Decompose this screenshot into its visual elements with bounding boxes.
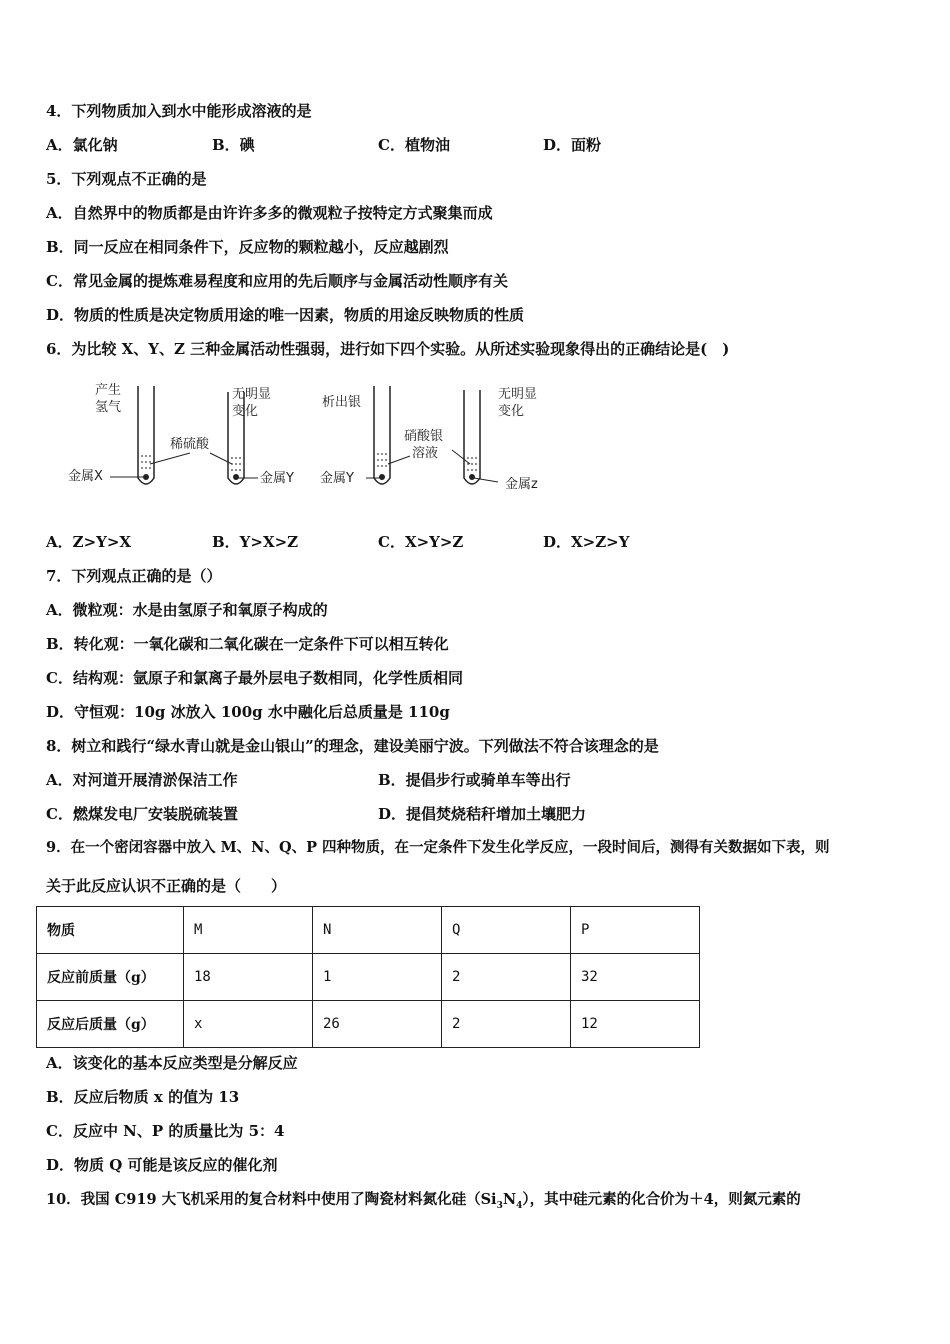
tube4-metal-label: 金属z	[505, 477, 538, 492]
q8-option-a: A．对河道开展清淤保洁工作	[46, 771, 238, 789]
table-header-cell: Q	[442, 907, 571, 954]
table-cell: 32	[571, 954, 700, 1001]
q6-option-a: A．Z>Y>X	[46, 533, 132, 551]
q4-stem: 4．下列物质加入到水中能形成溶液的是	[46, 102, 312, 120]
salt-label: 硝酸银	[404, 429, 444, 444]
q9-stem-line2: 关于此反应认识不正确的是（ ）	[46, 877, 287, 895]
q5-option-c: C．常见金属的提炼难易程度和应用的先后顺序与金属活动性顺序有关	[46, 272, 508, 290]
q4-option-d: D．面粉	[543, 136, 602, 154]
salt-label2: 溶液	[412, 446, 439, 461]
table-row	[37, 954, 700, 1001]
q8-stem: 8．树立和践行“绿水青山就是金山银山”的理念，建设美丽宁波。下列做法不符合该理念的是	[46, 737, 659, 755]
table-cell: 1	[313, 954, 442, 1001]
q9-stem-line1: 9．在一个密闭容器中放入 M、N、Q、P 四种物质，在一定条件下发生化学反应，一段时间后，测得有关数据如下表，则	[46, 839, 830, 856]
tube1-metal-label: 金属X	[68, 469, 103, 484]
q7-option-d: D．守恒观：10g 冰放入 100g 水中融化后总质量是 110g	[46, 703, 450, 721]
q8-option-b: B．提倡步行或骑单车等出行	[378, 771, 571, 789]
q8-option-c: C．燃煤发电厂安装脱硫装置	[46, 805, 238, 823]
table-header-cell: 物质	[37, 907, 184, 954]
test-tube-4	[464, 390, 498, 484]
table-header-cell: M	[184, 907, 313, 954]
tube1-label-top2: 氢气	[95, 400, 122, 415]
table-cell: 反应前质量（g）	[37, 954, 184, 1001]
q10-stem-part-a: 10．我国 C919 大飞机采用的复合材料中使用了陶瓷材料氮化硅（Si	[46, 1191, 497, 1208]
q7-stem: 7．下列观点正确的是（）	[46, 567, 222, 585]
experiment-figure	[60, 378, 560, 498]
tube4-label-top: 无明显	[498, 387, 538, 402]
q9-option-b: B．反应后物质 x 的值为 13	[46, 1088, 240, 1106]
q6-option-b: B．Y>X>Z	[212, 533, 299, 551]
table-cell: 26	[313, 1001, 442, 1048]
q10-stem-part-b: ），其中硅元素的化合价为＋4，则氮元素的	[522, 1191, 801, 1208]
table-header-cell: N	[313, 907, 442, 954]
q7-option-a: A．微粒观：水是由氢原子和氧原子构成的	[46, 601, 328, 619]
tube3-metal-label: 金属Y	[320, 471, 354, 486]
q9-option-d: D．物质 Q 可能是该反应的催化剂	[46, 1156, 278, 1174]
tube3-label-top: 析出银	[322, 395, 362, 410]
q5-stem: 5．下列观点不正确的是	[46, 170, 207, 188]
table-cell: 2	[442, 954, 571, 1001]
tube2-metal-label: 金属Y	[260, 471, 294, 486]
tube1-label-top: 产生	[95, 383, 122, 398]
q4-option-c: C．植物油	[378, 136, 450, 154]
table-cell: 12	[571, 1001, 700, 1048]
q5-option-d: D．物质的性质是决定物质用途的唯一因素，物质的用途反映物质的性质	[46, 306, 525, 324]
q7-option-c: C．结构观：氩原子和氯离子最外层电子数相同，化学性质相同	[46, 669, 463, 687]
table-cell: 18	[184, 954, 313, 1001]
table-row	[37, 1001, 700, 1048]
test-tube-3	[366, 386, 390, 484]
acid-label: 稀硫酸	[170, 437, 210, 452]
q10-subscript-1: 3	[496, 1200, 503, 1211]
tube4-label-top2: 变化	[498, 404, 525, 419]
mass-data-table	[36, 906, 700, 1048]
q9-option-a: A．该变化的基本反应类型是分解反应	[46, 1054, 298, 1072]
q6-option-d: D．X>Z>Y	[543, 533, 630, 551]
q5-option-a: A．自然界中的物质都是由许许多多的微观粒子按特定方式聚集而成	[46, 204, 493, 222]
table-cell: 2	[442, 1001, 571, 1048]
table-cell: 反应后质量（g）	[37, 1001, 184, 1048]
q5-option-b: B．同一反应在相同条件下，反应物的颗粒越小，反应越剧烈	[46, 238, 449, 256]
q4-option-a: A．氯化钠	[46, 136, 118, 154]
q6-option-c: C．X>Y>Z	[378, 533, 464, 551]
q4-option-b: B．碘	[212, 136, 255, 154]
tube2-label-top: 无明显	[232, 387, 272, 402]
q9-option-c: C．反应中 N、P 的质量比为 5：4	[46, 1122, 285, 1140]
q8-option-d: D．提倡焚烧秸秆增加土壤肥力	[378, 805, 587, 823]
table-header-cell: P	[571, 907, 700, 954]
q10-subscript-2: 4	[516, 1200, 523, 1211]
table-header-row	[37, 907, 700, 954]
table-cell: x	[184, 1001, 313, 1048]
q10-stem	[46, 1190, 801, 1216]
q6-stem: 6．为比较 X、Y、Z 三种金属活动性强弱，进行如下四个实验。从所述实验现象得出的正确结论是( )	[46, 340, 730, 358]
tube2-label-top2: 变化	[232, 404, 259, 419]
q7-option-b: B．转化观：一氧化碳和二氧化碳在一定条件下可以相互转化	[46, 635, 449, 653]
q10-stem-mid: N	[502, 1191, 517, 1208]
